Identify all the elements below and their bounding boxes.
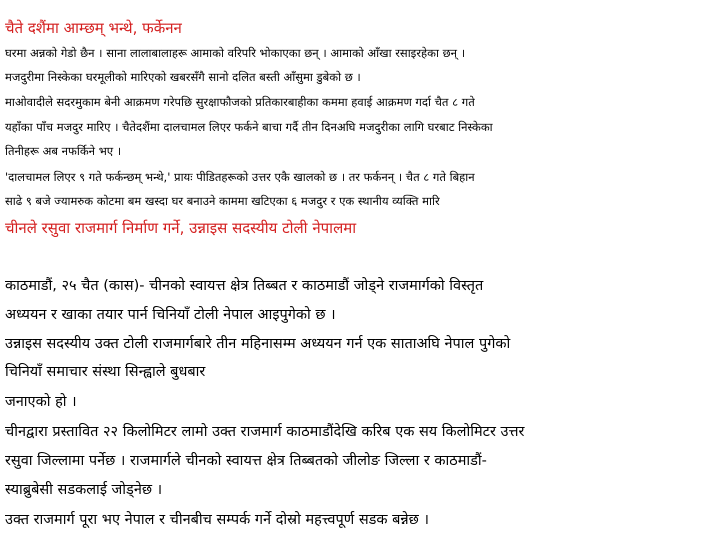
story1-line-4: यहाँका पाँच मजदुर मारिए । चैतेदशैंमा दालचामल लिएर फर्कने बाचा गर्दै तीन दिनअघि मजदुरीका लागि घरबाट निस्केका — [5, 120, 493, 134]
story2-line-7: रसुवा जिल्लामा पर्नेछ । राजमार्गले चीनको स्वायत्त क्षेत्र तिब्बतको जीलोङ जिल्ला र काठमाडौं- — [5, 453, 487, 469]
story1-line-3: माओवादीले सदरमुकाम बेनी आक्रमण गरेपछि सुरक्षाफौजको प्रतिकारबाहीका कममा हवाई आक्रमण गर्दा चैत ८ गते — [5, 95, 475, 109]
story1-headline: चैते दशैंमा आम्छम् भन्थे, फर्केनन — [5, 19, 182, 37]
story1-line-6: 'दालचामल लिएर ९ गते फर्कन्छम् भन्थे,' प्रायः पीडितहरूको उत्तर एकै खालको छ । तर फर्कनन् । चैत ८ गते बिहान — [5, 170, 475, 184]
story2-line-5: जनाएको हो । — [5, 394, 77, 410]
story2-line-8: स्याब्रुबेसी सडकलाई जोड्नेछ । — [5, 482, 163, 498]
story2-line-3: उन्नाइस सदस्यीय उक्त टोली राजमार्गबारे तीन महिनासम्म अध्ययन गर्न एक साताअघि नेपाल पुगेको — [5, 336, 511, 352]
story1-line-1: घरमा अन्नको गेडो छैन । साना लालाबालाहरू आमाको वरिपरि भोकाएका छन् । आमाको आँखा रसाइरहेका छन् । — [5, 46, 466, 60]
story2-headline: चीनले रसुवा राजमार्ग निर्माण गर्ने, उन्नाइस सदस्यीय टोली नेपालमा — [5, 219, 357, 237]
story2-line-9: उक्त राजमार्ग पूरा भए नेपाल र चीनबीच सम्पर्क गर्ने दोस्रो महत्त्वपूर्ण सडक बन्नेछ । — [5, 512, 429, 528]
story2-line-4: चिनियाँ समाचार संस्था सिन्ह्वाले बुधबार — [5, 364, 206, 380]
story1-line-2: मजदुरीमा निस्केका घरमूलीको मारिएको खबरसँगै सानो दलित बस्ती आँसुमा डुबेको छ । — [5, 70, 361, 84]
story2-line-6: चीनद्वारा प्रस्तावित २२ किलोमिटर लामो उक्त राजमार्ग काठमाडौंदेखि करिब एक सय किलोमिटर उत्तर — [5, 424, 525, 440]
story1-line-5: तिनीहरू अब नफर्किने भए । — [5, 144, 122, 158]
story2-line-2: अध्ययन र खाका तयार पार्न चिनियाँ टोली नेपाल आइपुगेको छ । — [5, 307, 336, 323]
document-page — [5, 0, 717, 540]
story1-line-7: साढे ९ बजे ज्यामरुक कोटमा बम खस्दा घर बनाउने काममा खटिएका ६ मजदुर र एक स्थानीय व्यक्ति मारि — [5, 194, 440, 208]
story2-line-1: काठमाडौं, २५ चैत (कास)- चीनको स्वायत्त क्षेत्र तिब्बत र काठमाडौं जोड्ने राजमार्गको विस्तृत — [5, 278, 484, 294]
